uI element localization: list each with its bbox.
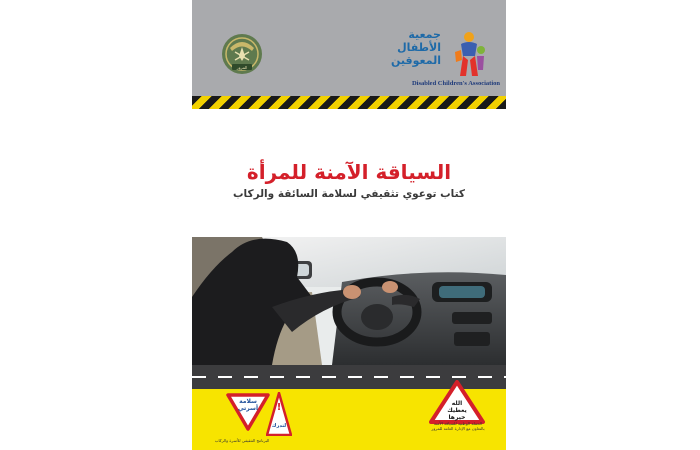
campaign-line1: الحملة الوطنية للسياقة الآمنة	[433, 421, 483, 426]
association-name-line1: جمعية	[408, 28, 441, 41]
book-title: السياقة الآمنة للمرأة	[246, 160, 452, 184]
woman-driving-photo	[192, 237, 506, 365]
caution-sign-text: لتدرك	[271, 423, 287, 429]
family-safety-line1: سلامة	[239, 398, 257, 405]
road-lane-markings	[192, 376, 506, 378]
campaign-line2: بالتعاون مع الإدارة العامة للمرور	[431, 426, 485, 431]
right-sign-line3: خيرها	[448, 414, 466, 421]
police-badge-text: المرور	[236, 65, 248, 70]
caution-sign-icon	[266, 392, 292, 436]
association-logo	[391, 22, 504, 94]
children-figures-icon	[453, 30, 485, 78]
campaign-caption	[414, 421, 502, 431]
association-name-line2: الأطفال	[397, 41, 441, 54]
caution-exclamation: !	[276, 402, 282, 413]
program-caption: البرنامج التثقيفي للأسرة والركاب	[214, 438, 270, 443]
association-name-english: Disabled Children's Association	[411, 80, 500, 87]
association-name-arabic	[393, 28, 441, 67]
book-cover	[192, 0, 506, 450]
hazard-stripe-band	[192, 96, 506, 109]
family-safety-sign-text	[230, 398, 266, 412]
right-sign-line2: يعطيك	[447, 407, 467, 414]
cover-header	[192, 0, 506, 96]
traffic-police-badge-icon	[218, 30, 266, 78]
right-sign-line1: الله	[451, 400, 463, 407]
association-name-line3: المعوقين	[391, 54, 441, 67]
book-subtitle: كتاب توعوي تثقيفي لسلامة السائقة والركاب	[232, 188, 466, 200]
family-safety-line2: أسرتي	[237, 405, 258, 412]
right-sign-text	[435, 400, 479, 421]
